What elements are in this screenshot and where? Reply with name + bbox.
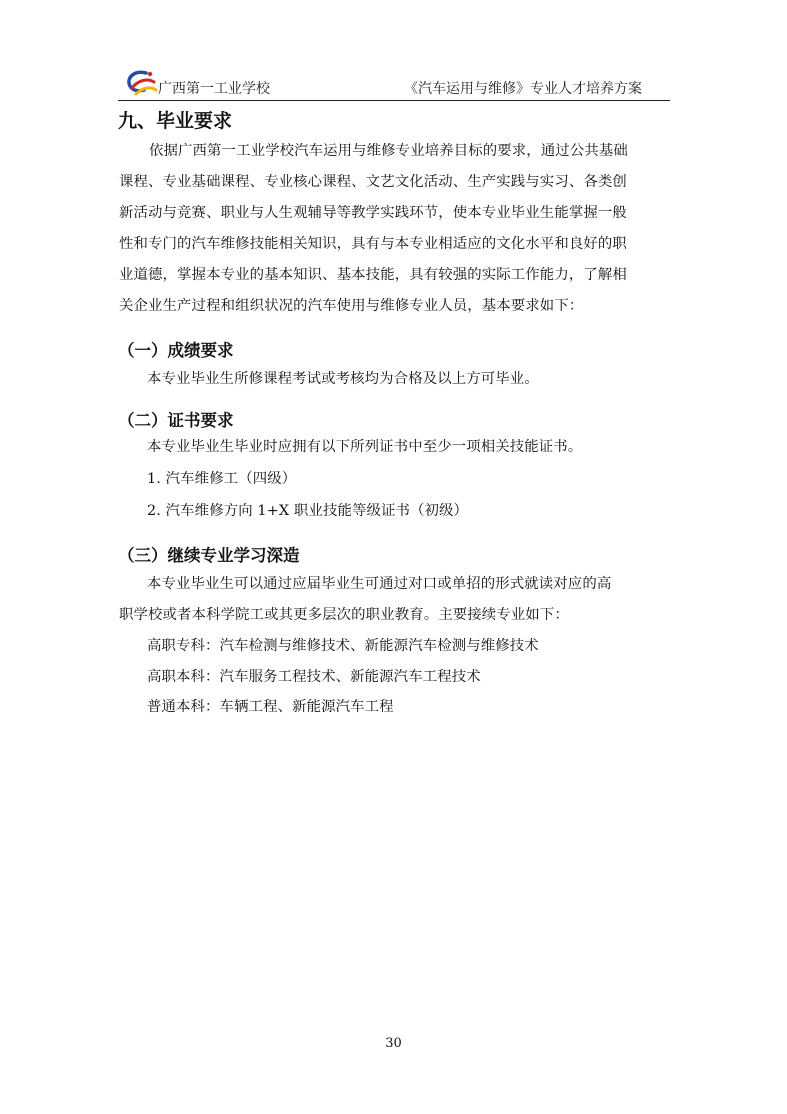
certificates-text: 本专业毕业生毕业时应拥有以下所列证书中至少一项相关技能证书。 (147, 439, 583, 455)
grades-heading: （一）成绩要求 (118, 341, 234, 360)
grades-text: 本专业毕业生所修课程考试或考核均为合格及以上方可毕业。 (147, 371, 539, 387)
major-item: 普通本科：车辆工程、新能源汽车工程 (147, 699, 394, 715)
certificates-heading: （二）证书要求 (118, 411, 234, 430)
intro-line: 关企业生产过程和组织状况的汽车使用与维修专业人员，基本要求如下： (119, 298, 584, 314)
school-logo-icon (122, 68, 158, 98)
intro-line: 课程、专业基础课程、专业核心课程、文艺文化活动、生产实践与实习、各类创 (119, 174, 627, 190)
intro-line: 新活动与竞赛、职业与人生观辅导等教学实践环节，使本专业毕业生能掌握一般 (119, 205, 627, 221)
intro-line: 业道德，掌握本专业的基本知识、基本技能，具有较强的实际工作能力，了解相 (119, 267, 627, 283)
further-study-text-line: 本专业毕业生可以通过应届毕业生可通过对口或单招的形式就读对应的高 (147, 576, 612, 592)
major-item: 高职本科：汽车服务工程技术、新能源汽车工程技术 (147, 669, 481, 685)
page-number: 30 (385, 1036, 402, 1051)
school-name: 广西第一工业学校 (158, 81, 270, 97)
certificate-item: 2. 汽车维修方向 1+X 职业技能等级证书（初级） (147, 503, 469, 519)
section-title: 九、毕业要求 (118, 110, 233, 132)
intro-line: 依据广西第一工业学校汽车运用与维修专业培养目标的要求，通过公共基础 (149, 143, 628, 159)
document-title: 《汽车运用与维修》专业人才培养方案 (404, 81, 642, 97)
certificate-item: 1. 汽车维修工（四级） (147, 471, 297, 487)
intro-line: 性和专门的汽车维修技能相关知识，具有与本专业相适应的文化水平和良好的职 (119, 236, 627, 252)
major-item: 高职专科：汽车检测与维修技术、新能源汽车检测与维修技术 (147, 638, 539, 654)
further-study-text-line: 职学校或者本科学院工或其更多层次的职业教育。主要接续专业如下： (119, 607, 569, 623)
further-study-heading: （三）继续专业学习深造 (118, 546, 300, 565)
page-header (118, 66, 670, 101)
